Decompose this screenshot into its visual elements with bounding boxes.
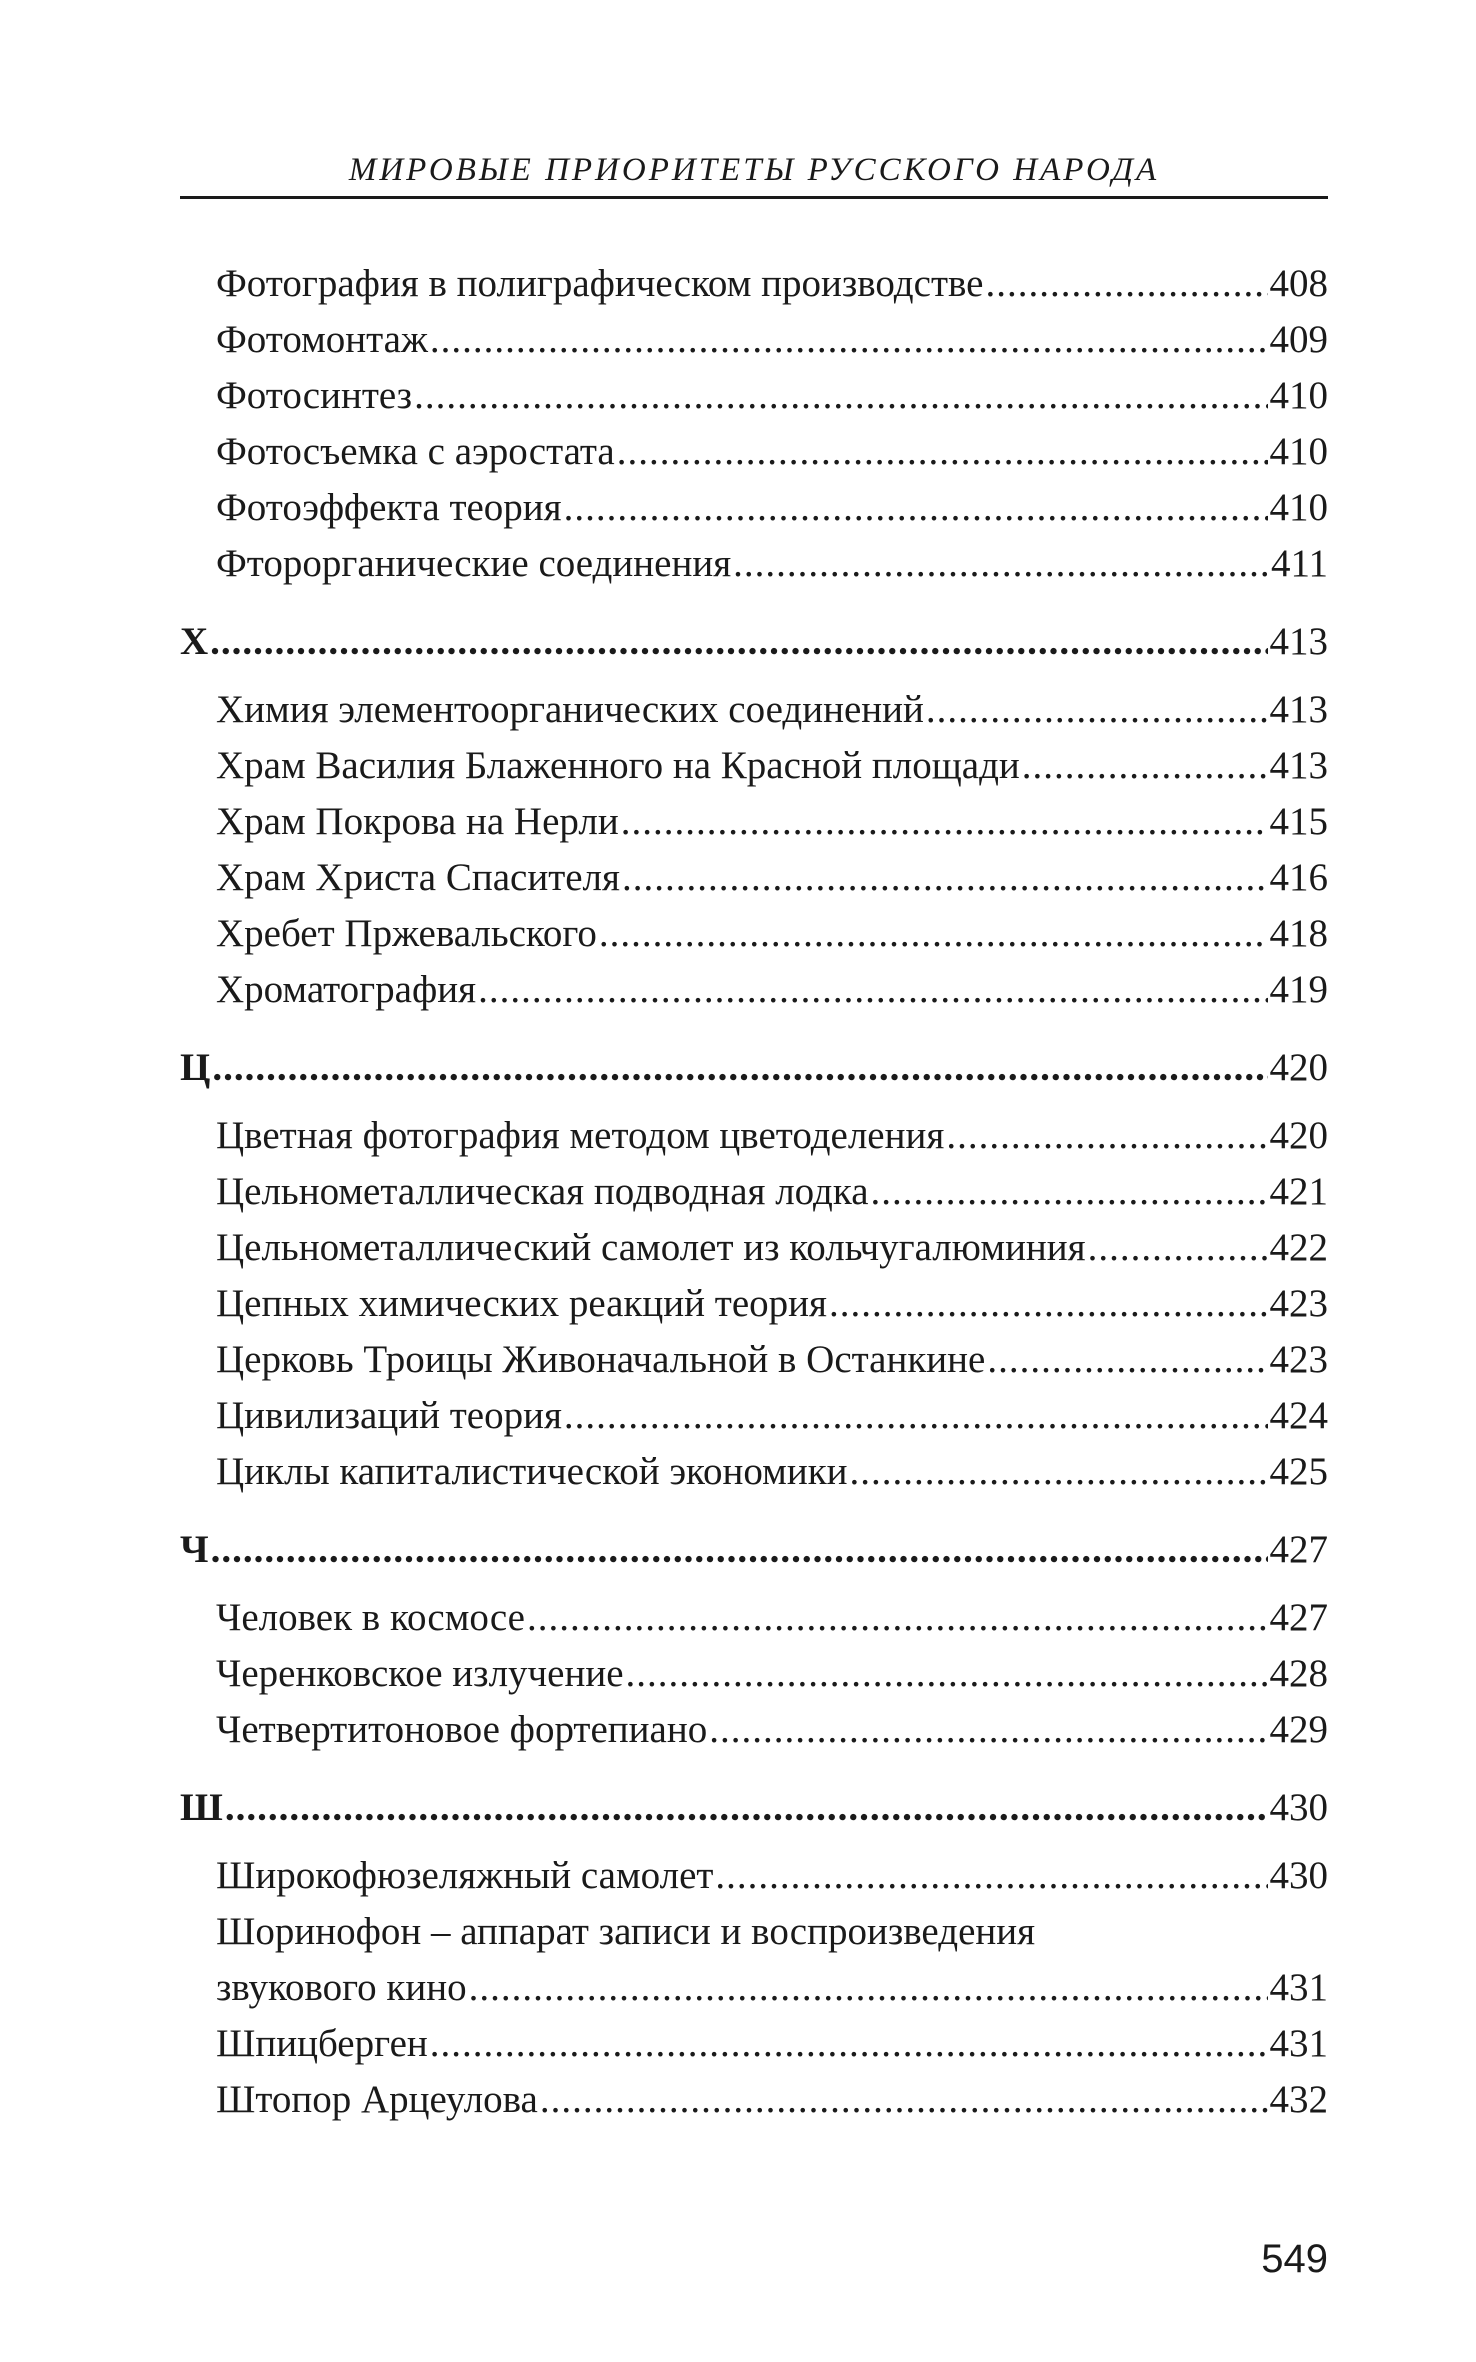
toc-section-letter: Ш [180,1786,223,1829]
toc-entry-page: 413 [1269,688,1328,731]
toc-entry[interactable] [180,2016,1328,2072]
toc-entry-page: 418 [1269,912,1328,955]
toc-entry[interactable] [180,1590,1328,1646]
toc-section-letter: Ц [180,1046,211,1089]
toc-entry-line[interactable] [180,1904,1328,1960]
dot-leader [946,1108,1267,1164]
toc-entry[interactable] [180,1702,1328,1758]
toc-entry-page: 429 [1269,1708,1328,1751]
toc-entry-page: 416 [1269,856,1328,899]
toc-entry-page: 431 [1269,1966,1328,2009]
toc-entry[interactable] [180,1646,1328,1702]
dot-leader [225,1780,1268,1836]
toc-entry[interactable] [180,1276,1328,1332]
toc-section-sh[interactable] [180,1780,1328,1836]
toc-entry[interactable] [180,682,1328,738]
toc-entry-page: 413 [1269,744,1328,787]
toc-entry[interactable] [180,962,1328,1018]
toc-entry-page: 409 [1269,318,1328,361]
running-head: МИРОВЫЕ ПРИОРИТЕТЫ РУССКОГО НАРОДА [348,152,1160,188]
dot-leader [1088,1220,1268,1276]
toc-entry-page: 424 [1269,1394,1328,1437]
toc-entry[interactable] [180,536,1328,592]
toc-entry-page: 431 [1269,2022,1328,2065]
toc-section-page: 430 [1269,1786,1328,1829]
toc-entry[interactable] [180,2072,1328,2128]
toc-entry[interactable] [180,312,1328,368]
toc-section-page: 427 [1269,1528,1328,1571]
toc-entry[interactable] [180,1444,1328,1500]
toc-entry[interactable] [180,424,1328,480]
toc-entry[interactable] [180,1164,1328,1220]
dot-leader [599,906,1268,962]
dot-leader [430,2016,1268,2072]
toc-entry-title: Цельнометаллический самолет из кольчугалюминия [216,1226,1086,1269]
toc-entry-line-cont[interactable] [180,1960,1328,2016]
dot-leader [621,794,1268,850]
toc-entry-page: 421 [1269,1170,1328,1213]
dot-leader [540,2072,1268,2128]
dot-leader [850,1444,1268,1500]
toc-entry-page: 411 [1270,542,1328,585]
dot-leader [430,312,1268,368]
toc-entry-title: Фотосъемка с аэростата [216,430,615,473]
toc-section-ts[interactable] [180,1040,1328,1096]
toc-entry-title: Четвертитоновое фортепиано [216,1708,708,1751]
toc-entry[interactable] [180,368,1328,424]
dot-leader [211,1522,1268,1578]
toc-entry-title: Широкофюзеляжный самолет [216,1854,714,1897]
toc-entry[interactable] [180,906,1328,962]
dot-leader [715,1848,1267,1904]
dot-leader [564,480,1268,536]
toc-entry-title: Церковь Троицы Живоначальной в Останкине [216,1338,986,1381]
toc-entry-page: 419 [1269,968,1328,1011]
dot-leader [1022,738,1268,794]
dot-leader [478,962,1267,1018]
toc-entry-page: 420 [1269,1114,1328,1157]
dot-leader [564,1388,1268,1444]
toc-entry-page: 428 [1269,1652,1328,1695]
dot-leader [871,1164,1268,1220]
toc-entry-page: 408 [1269,262,1328,305]
toc-entry-page: 410 [1269,430,1328,473]
toc-entry-title-continued: звукового кино [216,1966,467,2009]
toc-entry-title: Храм Василия Блаженного на Красной площади [216,744,1020,787]
dot-leader [469,1960,1268,2016]
toc-entry-title: Цельнометаллическая подводная лодка [216,1170,869,1213]
toc-entry-title: Фотомонтаж [216,318,428,361]
toc-entry-title: Черенковское излучение [216,1652,624,1695]
dot-leader [709,1702,1267,1758]
dot-leader [926,682,1268,738]
toc-entry-page: 425 [1269,1450,1328,1493]
toc-section-page: 420 [1269,1046,1328,1089]
toc-entry[interactable] [180,256,1328,312]
toc-entry[interactable] [180,480,1328,536]
toc-entry[interactable] [180,1332,1328,1388]
toc-entry-page: 423 [1269,1338,1328,1381]
toc-entry[interactable] [180,1388,1328,1444]
toc-entry-title: Циклы капиталистической экономики [216,1450,848,1493]
header-rule [180,196,1328,199]
toc-entry-page: 410 [1269,374,1328,417]
toc-entry[interactable] [180,1108,1328,1164]
toc-entry-page: 430 [1269,1854,1328,1897]
dot-leader [212,1040,1267,1096]
toc-section-ch[interactable] [180,1522,1328,1578]
toc-section-page: 413 [1269,620,1328,663]
toc-entry[interactable] [180,794,1328,850]
table-of-contents [180,256,1328,2128]
dot-leader [617,424,1268,480]
toc-entry-title: Хребет Пржевальского [216,912,597,955]
toc-entry-page: 410 [1269,486,1328,529]
toc-entry-title: Цивилизаций теория [216,1394,562,1437]
toc-entry-page: 422 [1269,1226,1328,1269]
toc-entry-title: Человек в космосе [216,1596,525,1639]
toc-entry-title: Фотоэффекта теория [216,486,562,529]
toc-entry-title: Цветная фотография методом цветоделения [216,1114,945,1157]
toc-entry-title: Храм Покрова на Нерли [216,800,619,843]
toc-section-kh[interactable] [180,614,1328,670]
toc-section-letter: Х [180,620,209,663]
toc-entry-title: Шпицберген [216,2022,428,2065]
toc-entry-title: Хроматография [216,968,477,1011]
toc-entry-title: Штопор Арцеулова [216,2078,538,2121]
toc-entry-title: Фотосинтез [216,374,413,417]
toc-section-letter: Ч [180,1528,209,1571]
dot-leader [626,1646,1268,1702]
dot-leader [527,1590,1268,1646]
toc-entry-title: Фторорганические соединения [216,542,732,585]
page-number: 549 [1261,2237,1328,2281]
toc-entry[interactable] [180,1848,1328,1904]
dot-leader [414,368,1267,424]
dot-leader [733,536,1269,592]
toc-entry-title: Химия элементоорганических соединений [216,688,924,731]
toc-entry-title: Шоринофон – аппарат записи и воспроизведения [216,1910,1036,1953]
dot-leader [829,1276,1268,1332]
toc-entry-page: 423 [1269,1282,1328,1325]
toc-entry[interactable] [180,738,1328,794]
toc-entry[interactable] [180,1220,1328,1276]
toc-entry[interactable] [180,850,1328,906]
dot-leader [987,1332,1267,1388]
dot-leader [210,614,1267,670]
toc-entry-page: 415 [1269,800,1328,843]
toc-entry-title: Фотография в полиграфическом производстве [216,262,984,305]
toc-entry-title: Цепных химических реакций теория [216,1282,827,1325]
toc-entry-title: Храм Христа Спасителя [216,856,620,899]
dot-leader [622,850,1268,906]
toc-entry-page: 427 [1269,1596,1328,1639]
dot-leader [986,256,1268,312]
toc-entry-page: 432 [1269,2078,1328,2121]
